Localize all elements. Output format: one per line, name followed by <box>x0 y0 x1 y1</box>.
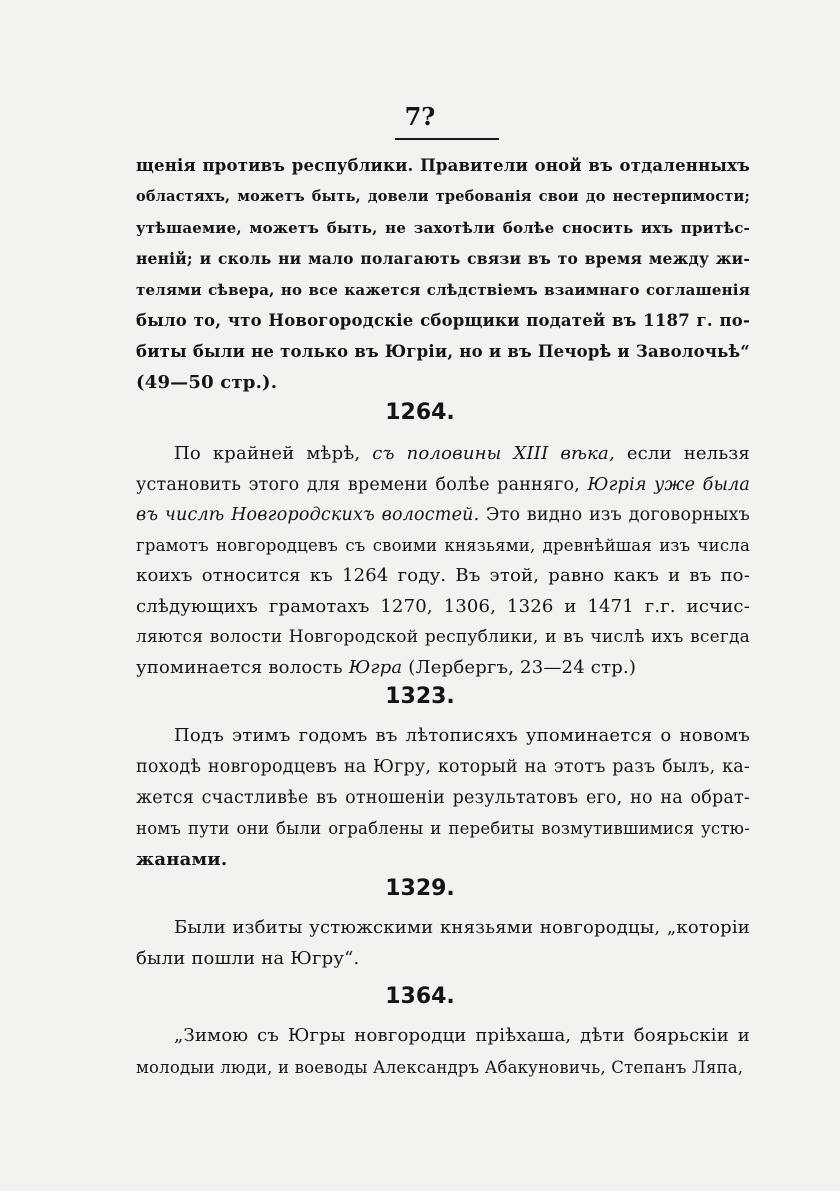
text-segment: (Лербергъ, 23—24 стр.) <box>402 656 637 678</box>
text-line <box>136 503 750 527</box>
header-rule <box>395 138 499 140</box>
text-segment: щенія противъ республики. Правители оной въ отдаленныхъ <box>136 156 750 175</box>
year-heading-1264: 1264. <box>385 400 455 425</box>
text-segment: неній; и сколь ни мало полагають связи въ то время между жи- <box>136 249 750 268</box>
text-segment: походѣ новгородцевъ на Югру, который на этотъ разъ былъ, ка- <box>136 757 750 777</box>
text-segment: ляются волости Новгородской республики, и въ числѣ ихъ всегда <box>136 627 750 647</box>
text-line <box>136 817 750 841</box>
text-line <box>136 309 750 333</box>
text-segment: „Зимою съ Югры новгородци пріѣхаша, дѣти боярьскіи и <box>174 1025 750 1046</box>
text-segment: упоминается волость <box>136 656 349 678</box>
text-line <box>136 755 750 779</box>
text-line <box>136 848 750 872</box>
text-segment: Подъ этимъ годомъ въ лѣтописяхъ упоминается о новомъ <box>174 725 750 746</box>
text-line <box>136 247 750 271</box>
text-line <box>136 534 750 558</box>
text-segment: было то, что Новогородскіе сборщики податей въ 1187 г. по- <box>136 311 750 330</box>
year-heading-1323: 1323. <box>385 684 455 709</box>
text-line <box>136 278 750 302</box>
text-line <box>174 1024 750 1048</box>
text-segment: областяхъ, можетъ быть, довели требованія свои до нестерпимости; <box>136 188 750 205</box>
text-segment: Югра <box>348 656 403 678</box>
text-line <box>136 473 750 497</box>
page-number: 7? <box>404 102 436 131</box>
text-line <box>136 947 750 971</box>
text-segment: утѣшаемие, можетъ быть, не захотѣли болѣе сносить ихъ притѣс- <box>136 219 750 237</box>
year-heading-1329: 1329. <box>385 876 455 901</box>
text-line <box>136 185 750 209</box>
text-segment: съ половины XIII вѣка, <box>372 443 615 464</box>
text-line <box>174 442 750 466</box>
text-segment: жанами. <box>136 849 228 870</box>
text-segment: слѣдующихъ грамотахъ 1270, 1306, 1326 и 1471 г.г. исчис- <box>136 595 750 617</box>
year-heading-1364: 1364. <box>385 984 455 1009</box>
text-line <box>136 625 750 649</box>
text-segment: грамотъ новгородцевъ съ своими князьями, древнѣйшая изъ числа <box>136 535 750 555</box>
text-segment: коихъ относится къ 1264 году. Въ этой, равно какъ и въ по- <box>136 565 750 586</box>
text-line <box>136 371 750 395</box>
text-segment: телями сѣвера, но все кажется слѣдствіемъ взаимнаго соглашенія <box>136 281 750 299</box>
text-segment: По крайней мѣрѣ, <box>174 443 373 464</box>
text-segment: если нельзя <box>614 443 750 464</box>
text-segment: Были избиты устюжскими князьями новгородцы, „которіи <box>174 917 750 938</box>
text-segment: молодыи люди, и воеводы Александръ Абакуновичь, Степанъ Ляпа, <box>136 1058 744 1077</box>
text-line <box>136 154 750 178</box>
text-segment: биты были не только въ Югріи, но и въ Печорѣ и Заволочьѣ“ <box>136 342 750 361</box>
text-segment: (49—50 стр.). <box>136 372 278 393</box>
text-segment: установить этого для времени болѣе ранняго, <box>136 474 588 495</box>
text-line <box>174 724 750 748</box>
text-line <box>136 656 750 680</box>
text-line <box>136 340 750 364</box>
text-segment: Это видно изъ договорныхъ <box>479 505 751 525</box>
text-line <box>136 786 750 810</box>
text-segment: номъ пути они были ограблены и перебиты возмутившимися устю- <box>136 819 750 838</box>
text-line <box>136 564 750 588</box>
text-line <box>174 916 750 940</box>
text-line <box>136 216 750 240</box>
text-segment: были пошли на Югру“. <box>136 948 360 969</box>
text-line <box>136 595 750 619</box>
text-segment: Югрія уже была <box>587 474 750 495</box>
text-line <box>136 1056 750 1080</box>
text-segment: въ числѣ Новгородскихъ волостей. <box>136 505 480 525</box>
text-segment: жется счастливѣе въ отношеніи результатовъ его, но на обрат- <box>136 788 750 808</box>
